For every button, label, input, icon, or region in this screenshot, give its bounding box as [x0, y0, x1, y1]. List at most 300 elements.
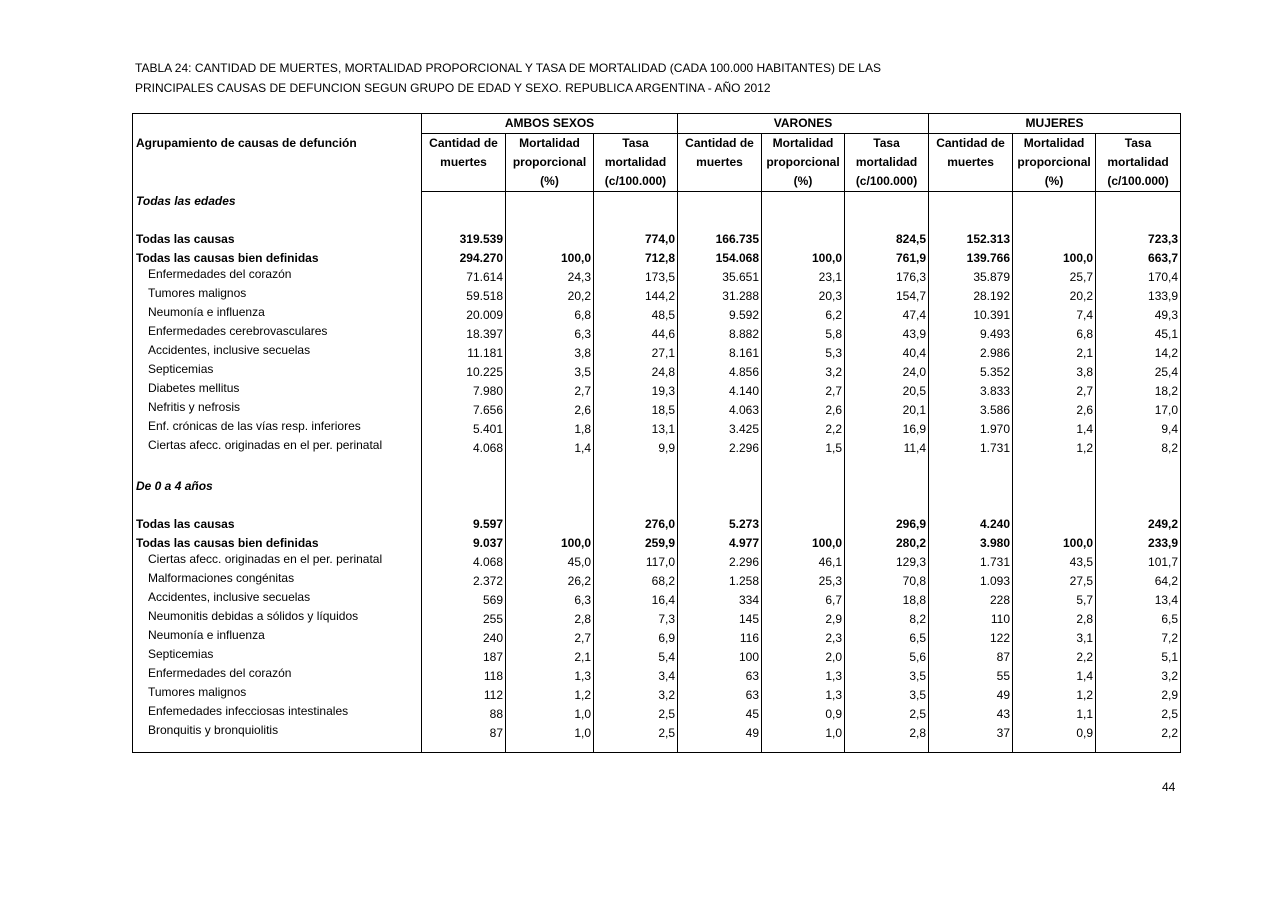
- spacer-cell: [133, 211, 422, 230]
- empty-cell: [594, 477, 678, 496]
- value-cell: 1,4: [1013, 667, 1096, 686]
- empty-cell: [762, 477, 845, 496]
- spacer-cell: [1096, 496, 1181, 515]
- value-cell: 87: [929, 648, 1013, 667]
- value-cell: 3,8: [1013, 363, 1096, 382]
- spacer-cell: [594, 743, 678, 753]
- value-cell: 5,4: [594, 648, 678, 667]
- table-row: [133, 515, 1181, 534]
- value-cell: 6,7: [762, 591, 845, 610]
- header-group-0: AMBOS SEXOS: [422, 114, 678, 134]
- value-cell: 18,8: [845, 591, 929, 610]
- value-cell: 100,0: [762, 534, 845, 553]
- spacer-cell: [1096, 458, 1181, 477]
- column-header-cell: (%): [1013, 172, 1096, 192]
- value-cell: 25,4: [1096, 363, 1181, 382]
- value-cell: 3,2: [762, 363, 845, 382]
- value-cell: 1.731: [929, 439, 1013, 458]
- spacer-cell: [133, 743, 422, 753]
- cause-label: Enfermedades cerebrovasculares: [148, 324, 328, 338]
- value-cell: 43: [929, 705, 1013, 724]
- spacer-cell: [678, 743, 762, 753]
- value-cell: 5,8: [762, 325, 845, 344]
- value-cell: 154,7: [845, 287, 929, 306]
- value-cell: 3,2: [594, 686, 678, 705]
- value-cell: 2,8: [1013, 610, 1096, 629]
- cause-label: Neumonitis debidas a sólidos y líquidos: [148, 609, 359, 623]
- value-cell: 88: [422, 705, 506, 724]
- cause-label: Accidentes, inclusive secuelas: [148, 343, 311, 357]
- value-cell: 20,3: [762, 287, 845, 306]
- value-cell: 20,2: [1013, 287, 1096, 306]
- column-header-cell: Mortalidad: [1013, 134, 1096, 154]
- spacer-cell: [422, 458, 506, 477]
- column-header-cell: mortalidad: [594, 153, 678, 172]
- value-cell: 37: [929, 724, 1013, 743]
- table-title: [135, 58, 881, 98]
- column-header-cell: mortalidad: [1096, 153, 1181, 172]
- cause-label: Accidentes, inclusive secuelas: [148, 590, 311, 604]
- value-cell: 6,5: [1096, 610, 1181, 629]
- value-cell: 2,3: [762, 629, 845, 648]
- value-cell: 6,8: [1013, 325, 1096, 344]
- value-cell: 112: [422, 686, 506, 705]
- value-cell: 45: [678, 705, 762, 724]
- value-cell: 87: [422, 724, 506, 743]
- empty-cell: [506, 192, 594, 212]
- spacer-cell: [929, 743, 1013, 753]
- value-cell: 2,7: [506, 382, 594, 401]
- value-cell: 2.372: [422, 572, 506, 591]
- column-header-cell: Tasa: [1096, 134, 1181, 154]
- empty-cell: [845, 192, 929, 212]
- value-cell: 118: [422, 667, 506, 686]
- value-cell: 152.313: [929, 230, 1013, 249]
- value-cell: 8,2: [845, 610, 929, 629]
- value-cell: 2,6: [762, 401, 845, 420]
- value-cell: 28.192: [929, 287, 1013, 306]
- value-cell: 110: [929, 610, 1013, 629]
- value-cell: 145: [678, 610, 762, 629]
- cause-label: Malformaciones congénitas: [148, 571, 295, 585]
- value-cell: 4.240: [929, 515, 1013, 534]
- column-header-cell: (c/100.000): [594, 172, 678, 192]
- value-cell: 101,7: [1096, 553, 1181, 572]
- spacer-cell: [422, 743, 506, 753]
- page-number: 44: [1162, 780, 1176, 794]
- cause-label: Enfemedades infecciosas intestinales: [148, 704, 349, 718]
- value-cell: 2,5: [1096, 705, 1181, 724]
- value-cell: 35.651: [678, 268, 762, 287]
- value-cell: 13,1: [594, 420, 678, 439]
- cause-label: Septicemias: [148, 362, 214, 376]
- value-cell: 166.735: [678, 230, 762, 249]
- value-cell: 16,9: [845, 420, 929, 439]
- table-row: [133, 439, 1181, 458]
- value-cell: 64,2: [1096, 572, 1181, 591]
- value-cell: 20,2: [506, 287, 594, 306]
- spacer-cell: [678, 211, 762, 230]
- section-title: De 0 a 4 años: [136, 479, 213, 493]
- value-cell: 2,7: [506, 629, 594, 648]
- value-cell: 4.140: [678, 382, 762, 401]
- value-cell: [762, 515, 845, 534]
- value-cell: 170,4: [1096, 268, 1181, 287]
- value-cell: 4.977: [678, 534, 762, 553]
- value-cell: 0,9: [762, 705, 845, 724]
- value-cell: 45,1: [1096, 325, 1181, 344]
- value-cell: 20,1: [845, 401, 929, 420]
- value-cell: 31.288: [678, 287, 762, 306]
- value-cell: 63: [678, 686, 762, 705]
- section-title: Todas las edades: [136, 193, 236, 208]
- column-header-cell: Cantidad de: [678, 134, 762, 154]
- value-cell: [1013, 515, 1096, 534]
- value-cell: 27,1: [594, 344, 678, 363]
- value-cell: 154.068: [678, 249, 762, 268]
- column-header-cell: Mortalidad: [506, 134, 594, 154]
- value-cell: 2,6: [506, 401, 594, 420]
- value-cell: 7.656: [422, 401, 506, 420]
- value-cell: 276,0: [594, 515, 678, 534]
- spacer-row: [133, 458, 1181, 477]
- spacer-cell: [678, 458, 762, 477]
- value-cell: 24,0: [845, 363, 929, 382]
- section-title-row: [133, 477, 1181, 496]
- value-cell: 7,3: [594, 610, 678, 629]
- value-cell: 1,8: [506, 420, 594, 439]
- value-cell: 3.833: [929, 382, 1013, 401]
- value-cell: 25,3: [762, 572, 845, 591]
- cause-label: Diabetes mellitus: [148, 381, 240, 395]
- value-cell: 9.592: [678, 306, 762, 325]
- value-cell: 1,2: [506, 686, 594, 705]
- empty-cell: [1096, 192, 1181, 212]
- value-cell: 176,3: [845, 268, 929, 287]
- column-header-cell: (c/100.000): [845, 172, 929, 192]
- value-cell: 1.970: [929, 420, 1013, 439]
- column-header-cell: [422, 172, 506, 192]
- value-cell: 13,4: [1096, 591, 1181, 610]
- value-cell: 18,2: [1096, 382, 1181, 401]
- value-cell: 2,8: [506, 610, 594, 629]
- value-cell: 1,3: [506, 667, 594, 686]
- value-cell: 2,1: [506, 648, 594, 667]
- value-cell: 240: [422, 629, 506, 648]
- spacer-cell: [929, 211, 1013, 230]
- value-cell: 11.181: [422, 344, 506, 363]
- spacer-cell: [845, 496, 929, 515]
- cause-label: Todas las causas: [136, 517, 235, 531]
- section-title-row: [133, 192, 1181, 212]
- cause-label: Todas las causas: [136, 232, 235, 246]
- column-header-cell: (c/100.000): [1096, 172, 1181, 192]
- value-cell: 774,0: [594, 230, 678, 249]
- value-cell: 1.731: [929, 553, 1013, 572]
- value-cell: 9.037: [422, 534, 506, 553]
- header-group-1: VARONES: [678, 114, 929, 134]
- cause-label: Todas las causas bien definidas: [136, 536, 319, 550]
- value-cell: 228: [929, 591, 1013, 610]
- value-cell: 2.296: [678, 553, 762, 572]
- spacer-cell: [845, 743, 929, 753]
- value-cell: 70,8: [845, 572, 929, 591]
- cause-label: Enf. crónicas de las vías resp. inferiores: [148, 419, 361, 433]
- header-row-1: [133, 134, 1181, 154]
- value-cell: [506, 515, 594, 534]
- value-cell: 1,0: [506, 705, 594, 724]
- value-cell: 249,2: [1096, 515, 1181, 534]
- value-cell: 24,8: [594, 363, 678, 382]
- spacer-cell: [762, 458, 845, 477]
- value-cell: 233,9: [1096, 534, 1181, 553]
- value-cell: 8,2: [1096, 439, 1181, 458]
- value-cell: 133,9: [1096, 287, 1181, 306]
- value-cell: 7,4: [1013, 306, 1096, 325]
- value-cell: 1,0: [762, 724, 845, 743]
- value-cell: 129,3: [845, 553, 929, 572]
- spacer-cell: [845, 458, 929, 477]
- value-cell: 319.539: [422, 230, 506, 249]
- value-cell: 2,6: [1013, 401, 1096, 420]
- value-cell: 2,8: [845, 724, 929, 743]
- table-body: [133, 192, 1181, 753]
- value-cell: 122: [929, 629, 1013, 648]
- value-cell: [1013, 230, 1096, 249]
- value-cell: 20.009: [422, 306, 506, 325]
- spacer-cell: [506, 496, 594, 515]
- value-cell: 1,0: [506, 724, 594, 743]
- value-cell: 43,9: [845, 325, 929, 344]
- value-cell: 71.614: [422, 268, 506, 287]
- value-cell: 2,2: [1096, 724, 1181, 743]
- spacer-cell: [506, 743, 594, 753]
- value-cell: 10.391: [929, 306, 1013, 325]
- value-cell: 723,3: [1096, 230, 1181, 249]
- value-cell: 9,4: [1096, 420, 1181, 439]
- column-header-cell: Cantidad de: [422, 134, 506, 154]
- spacer-cell: [594, 458, 678, 477]
- table-header: [133, 114, 1181, 192]
- value-cell: 47,4: [845, 306, 929, 325]
- value-cell: 14,2: [1096, 344, 1181, 363]
- value-cell: 2,7: [762, 382, 845, 401]
- value-cell: 8.161: [678, 344, 762, 363]
- table-row: [133, 230, 1181, 249]
- value-cell: 2,1: [1013, 344, 1096, 363]
- value-cell: 3,1: [1013, 629, 1096, 648]
- cause-label: Nefritis y nefrosis: [148, 400, 241, 414]
- value-cell: 44,6: [594, 325, 678, 344]
- value-cell: 1,3: [762, 686, 845, 705]
- value-cell: 2,5: [594, 724, 678, 743]
- cause-label: Ciertas afecc. originadas en el per. perinatal: [148, 438, 383, 452]
- value-cell: 9.493: [929, 325, 1013, 344]
- value-cell: 2,5: [845, 705, 929, 724]
- column-header-cell: (%): [762, 172, 845, 192]
- column-header-cell: (%): [506, 172, 594, 192]
- value-cell: 2,2: [1013, 648, 1096, 667]
- value-cell: 824,5: [845, 230, 929, 249]
- value-cell: 100,0: [506, 534, 594, 553]
- value-cell: 3,5: [506, 363, 594, 382]
- cause-label: Bronquitis y bronquiolitis: [148, 723, 279, 737]
- value-cell: 5,1: [1096, 648, 1181, 667]
- value-cell: 4.068: [422, 439, 506, 458]
- spacer-cell: [506, 458, 594, 477]
- value-cell: 5.273: [678, 515, 762, 534]
- value-cell: 10.225: [422, 363, 506, 382]
- value-cell: 3.586: [929, 401, 1013, 420]
- cause-label: Neumonía e influenza: [148, 628, 265, 642]
- spacer-cell: [762, 743, 845, 753]
- empty-cell: [845, 477, 929, 496]
- empty-cell: [506, 477, 594, 496]
- header-row-2: [133, 153, 1181, 172]
- value-cell: 43,5: [1013, 553, 1096, 572]
- cause-label: Enfermedades del corazón: [148, 666, 292, 680]
- value-cell: 294.270: [422, 249, 506, 268]
- title-line-1: TABLA 24: CANTIDAD DE MUERTES, MORTALIDAD PROPORCIONAL Y TASA DE MORTALIDAD (CADA 100.000 HABITANTES) DE LAS: [135, 61, 881, 75]
- value-cell: 63: [678, 667, 762, 686]
- value-cell: 24,3: [506, 268, 594, 287]
- title-line-2: PRINCIPALES CAUSAS DE DEFUNCION SEGUN GRUPO DE EDAD Y SEXO. REPUBLICA ARGENTINA - AÑO 2012: [135, 81, 771, 95]
- value-cell: 3.425: [678, 420, 762, 439]
- empty-cell: [1013, 192, 1096, 212]
- column-header-cell: muertes: [678, 153, 762, 172]
- value-cell: 100,0: [762, 249, 845, 268]
- spacer-cell: [1013, 743, 1096, 753]
- spacer-cell: [1013, 211, 1096, 230]
- empty-cell: [678, 477, 762, 496]
- spacer-cell: [929, 496, 1013, 515]
- spacer-cell: [422, 496, 506, 515]
- cause-label: Neumonía e influenza: [148, 305, 265, 319]
- value-cell: 1,2: [1013, 439, 1096, 458]
- value-cell: 2,7: [1013, 382, 1096, 401]
- row-label-header-blank: [133, 153, 422, 172]
- mortality-table-wrapper: [132, 113, 1180, 753]
- value-cell: 255: [422, 610, 506, 629]
- value-cell: 2,9: [762, 610, 845, 629]
- value-cell: 26,2: [506, 572, 594, 591]
- header-row-3: [133, 172, 1181, 192]
- row-label-header: Agrupamiento de causas de defunción: [136, 135, 357, 150]
- spacer-cell: [506, 211, 594, 230]
- value-cell: 25,7: [1013, 268, 1096, 287]
- mortality-table: [132, 113, 1181, 753]
- value-cell: 280,2: [845, 534, 929, 553]
- column-header-cell: Tasa: [845, 134, 929, 154]
- value-cell: 16,4: [594, 591, 678, 610]
- value-cell: 1,4: [506, 439, 594, 458]
- value-cell: 1,1: [1013, 705, 1096, 724]
- spacer-cell: [845, 211, 929, 230]
- value-cell: 569: [422, 591, 506, 610]
- empty-cell: [678, 192, 762, 212]
- column-header-cell: [678, 172, 762, 192]
- value-cell: 18.397: [422, 325, 506, 344]
- value-cell: 59.518: [422, 287, 506, 306]
- value-cell: 45,0: [506, 553, 594, 572]
- value-cell: 3,5: [845, 686, 929, 705]
- empty-cell: [929, 192, 1013, 212]
- value-cell: 7,2: [1096, 629, 1181, 648]
- value-cell: 334: [678, 591, 762, 610]
- value-cell: 100,0: [1013, 534, 1096, 553]
- value-cell: 100,0: [506, 249, 594, 268]
- empty-cell: [594, 192, 678, 212]
- value-cell: 5,3: [762, 344, 845, 363]
- spacer-cell: [1013, 458, 1096, 477]
- empty-cell: [1013, 477, 1096, 496]
- spacer-cell: [133, 496, 422, 515]
- value-cell: 49,3: [1096, 306, 1181, 325]
- value-cell: 3,8: [506, 344, 594, 363]
- column-header-cell: mortalidad: [845, 153, 929, 172]
- cause-label: Todas las causas bien definidas: [136, 251, 319, 265]
- value-cell: 2.986: [929, 344, 1013, 363]
- spacer-cell: [422, 211, 506, 230]
- spacer-cell: [133, 458, 422, 477]
- column-header-cell: [929, 172, 1013, 192]
- spacer-row: [133, 496, 1181, 515]
- value-cell: 0,9: [1013, 724, 1096, 743]
- value-cell: 100: [678, 648, 762, 667]
- value-cell: 1.258: [678, 572, 762, 591]
- value-cell: 2,9: [1096, 686, 1181, 705]
- value-cell: 40,4: [845, 344, 929, 363]
- spacer-row: [133, 211, 1181, 230]
- row-label-header-blank: [133, 172, 422, 192]
- value-cell: 46,1: [762, 553, 845, 572]
- value-cell: 1,5: [762, 439, 845, 458]
- column-header-cell: proporcional: [506, 153, 594, 172]
- value-cell: 9.597: [422, 515, 506, 534]
- value-cell: 2,5: [594, 705, 678, 724]
- value-cell: 1,3: [762, 667, 845, 686]
- value-cell: 9,9: [594, 439, 678, 458]
- value-cell: 1,2: [1013, 686, 1096, 705]
- value-cell: [506, 230, 594, 249]
- value-cell: 8.882: [678, 325, 762, 344]
- value-cell: 3,5: [845, 667, 929, 686]
- value-cell: 35.879: [929, 268, 1013, 287]
- value-cell: 116: [678, 629, 762, 648]
- value-cell: 68,2: [594, 572, 678, 591]
- spacer-row: [133, 743, 1181, 753]
- value-cell: 6,2: [762, 306, 845, 325]
- value-cell: 173,5: [594, 268, 678, 287]
- header-group-row: [133, 114, 1181, 134]
- cause-label: Septicemias: [148, 647, 214, 661]
- value-cell: 48,5: [594, 306, 678, 325]
- value-cell: 5.401: [422, 420, 506, 439]
- cause-label: Tumores malignos: [148, 286, 247, 300]
- value-cell: 23,1: [762, 268, 845, 287]
- value-cell: 6,8: [506, 306, 594, 325]
- value-cell: 761,9: [845, 249, 929, 268]
- value-cell: 259,9: [594, 534, 678, 553]
- column-header-cell: muertes: [422, 153, 506, 172]
- value-cell: 6,3: [506, 325, 594, 344]
- value-cell: 55: [929, 667, 1013, 686]
- empty-cell: [422, 477, 506, 496]
- column-header-cell: Tasa: [594, 134, 678, 154]
- cause-label: Ciertas afecc. originadas en el per. perinatal: [148, 552, 383, 566]
- spacer-cell: [678, 496, 762, 515]
- spacer-cell: [1096, 211, 1181, 230]
